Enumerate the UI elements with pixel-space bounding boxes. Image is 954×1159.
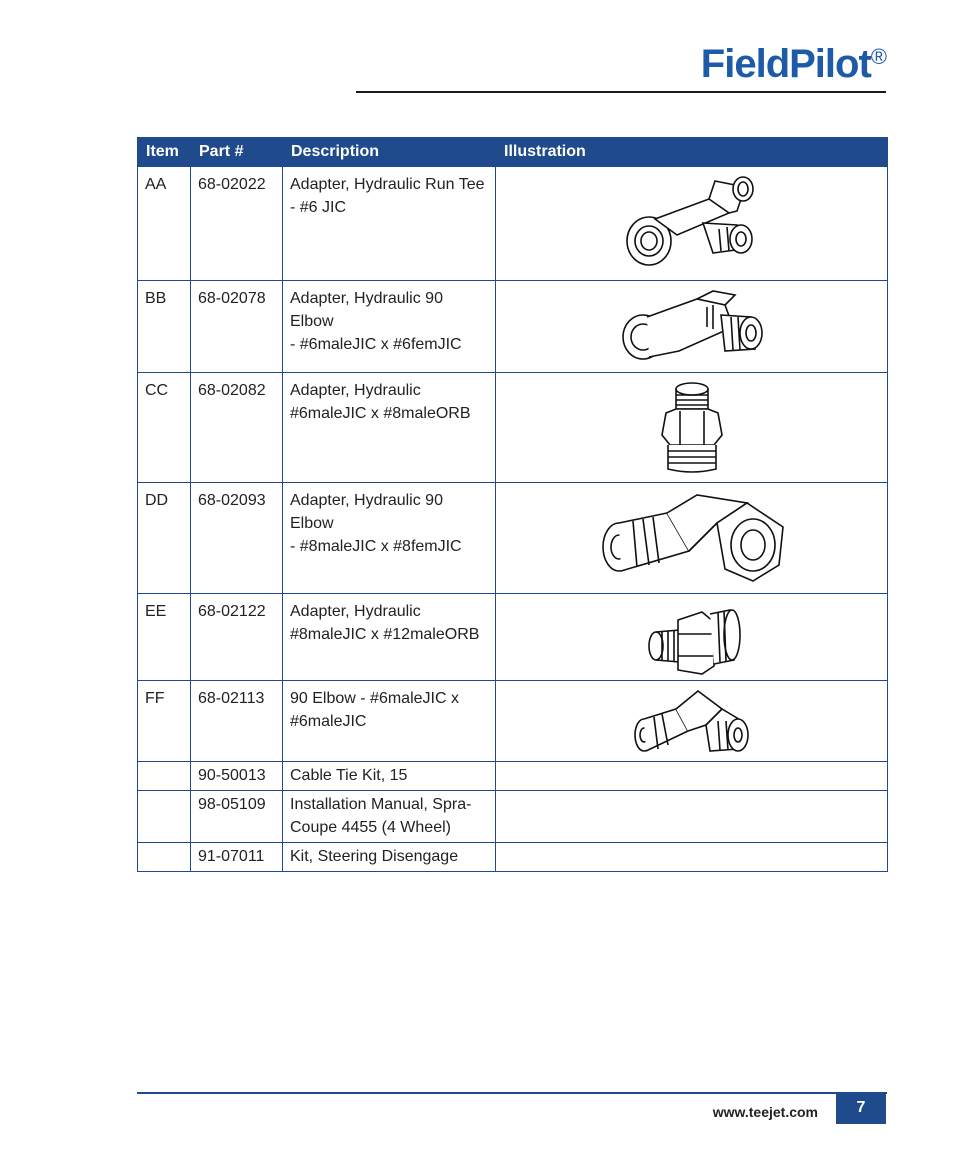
- description-line: Adapter, Hydraulic: [290, 603, 421, 620]
- item-cell: BB: [138, 281, 191, 373]
- part-cell: 68-02082: [191, 373, 283, 483]
- description-line: - #6maleJIC x #6femJIC: [290, 336, 462, 353]
- header-part: Part #: [191, 138, 283, 167]
- description-cell: [283, 594, 496, 681]
- description-line: Kit, Steering Disengage: [290, 848, 459, 865]
- header-item: Item: [138, 138, 191, 167]
- description-line: Coupe 4455 (4 Wheel): [290, 819, 451, 836]
- part-cell: 68-02093: [191, 483, 283, 594]
- elbow-fitting-large-icon: [597, 489, 787, 589]
- illustration-cell: [496, 281, 888, 373]
- footer-url: www.teejet.com: [712, 1104, 818, 1120]
- description-line: Cable Tie Kit, 15: [290, 767, 408, 784]
- description-cell: [283, 167, 496, 281]
- item-cell: EE: [138, 594, 191, 681]
- table-row: [138, 762, 888, 791]
- description-cell: [283, 791, 496, 843]
- description-cell: [283, 373, 496, 483]
- run-tee-fitting-icon: [617, 173, 767, 273]
- item-cell: AA: [138, 167, 191, 281]
- header-rule: [356, 91, 886, 93]
- description-line: #6maleJIC x #8maleORB: [290, 405, 471, 422]
- registered-mark: ®: [870, 44, 886, 69]
- parts-table: [137, 137, 888, 872]
- table-row: [138, 681, 888, 762]
- illustration-cell: [496, 483, 888, 594]
- part-cell: 68-02122: [191, 594, 283, 681]
- description-cell: [283, 281, 496, 373]
- illustration-cell: [496, 681, 888, 762]
- description-cell: [283, 762, 496, 791]
- part-cell: 68-02113: [191, 681, 283, 762]
- description-line: - #6 JIC: [290, 199, 347, 216]
- header-description: Description: [283, 138, 496, 167]
- illustration-cell: [496, 843, 888, 872]
- page-number: 7: [836, 1094, 886, 1124]
- table-row: [138, 167, 888, 281]
- illustration-cell: [496, 167, 888, 281]
- description-cell: [283, 483, 496, 594]
- table-row: [138, 791, 888, 843]
- illustration-cell: [496, 373, 888, 483]
- table-row: [138, 843, 888, 872]
- part-cell: 91-07011: [191, 843, 283, 872]
- table-header-row: [138, 138, 888, 167]
- part-cell: 98-05109: [191, 791, 283, 843]
- elbow-fitting-icon: [617, 287, 767, 367]
- description-line: Installation Manual, Spra-: [290, 796, 472, 813]
- header-illustration: Illustration: [496, 138, 888, 167]
- illustration-cell: [496, 762, 888, 791]
- illustration-cell: [496, 791, 888, 843]
- part-cell: 90-50013: [191, 762, 283, 791]
- description-cell: [283, 681, 496, 762]
- item-cell: [138, 791, 191, 843]
- table-row: [138, 373, 888, 483]
- illustration-cell: [496, 594, 888, 681]
- part-cell: 68-02078: [191, 281, 283, 373]
- straight-adapter-horizontal-icon: [642, 600, 742, 676]
- description-cell: [283, 843, 496, 872]
- description-line: 90 Elbow - #6maleJIC x: [290, 690, 459, 707]
- description-line: #6maleJIC: [290, 713, 367, 730]
- table-row: [138, 281, 888, 373]
- table-row: [138, 483, 888, 594]
- footer-rule: [137, 1092, 887, 1094]
- table-row: [138, 594, 888, 681]
- description-line: - #8maleJIC x #8femJIC: [290, 538, 462, 555]
- part-cell: 68-02022: [191, 167, 283, 281]
- item-cell: [138, 843, 191, 872]
- item-cell: DD: [138, 483, 191, 594]
- description-line: Adapter, Hydraulic Run Tee: [290, 176, 485, 193]
- description-line: Adapter, Hydraulic 90 Elbow: [290, 290, 443, 330]
- item-cell: FF: [138, 681, 191, 762]
- male-elbow-fitting-icon: [630, 687, 754, 757]
- description-line: Adapter, Hydraulic 90 Elbow: [290, 492, 443, 532]
- straight-adapter-icon: [652, 379, 732, 479]
- item-cell: [138, 762, 191, 791]
- description-line: Adapter, Hydraulic: [290, 382, 421, 399]
- item-cell: CC: [138, 373, 191, 483]
- brand-name: FieldPilot: [700, 42, 871, 86]
- brand-logo: [701, 44, 886, 84]
- description-line: #8maleJIC x #12maleORB: [290, 626, 480, 643]
